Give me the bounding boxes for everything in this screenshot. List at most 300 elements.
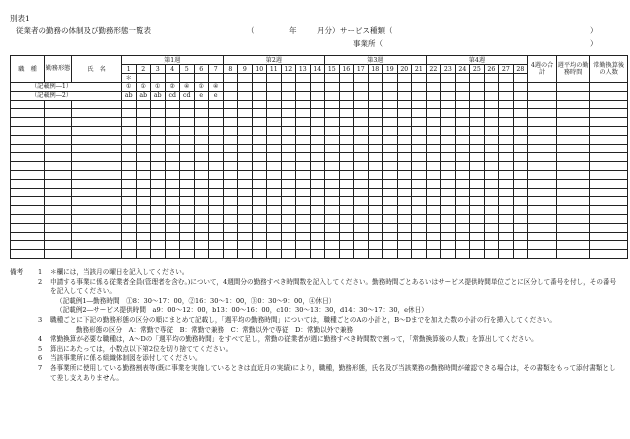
form-cell[interactable] xyxy=(45,135,72,144)
fte-cell[interactable] xyxy=(590,153,628,162)
day-cell[interactable] xyxy=(354,126,369,135)
day-cell[interactable] xyxy=(354,109,369,118)
day-cell[interactable] xyxy=(267,241,282,250)
day-cell[interactable] xyxy=(484,232,499,241)
avg-cell[interactable] xyxy=(557,188,590,197)
day-cell[interactable] xyxy=(412,144,427,153)
day-cell[interactable] xyxy=(180,153,195,162)
day-cell[interactable] xyxy=(151,100,166,109)
day-cell[interactable] xyxy=(470,206,485,215)
day-cell[interactable] xyxy=(194,223,209,232)
day-cell[interactable] xyxy=(252,241,267,250)
weekday-cell[interactable] xyxy=(397,74,412,83)
day-cell[interactable] xyxy=(383,179,398,188)
day-cell[interactable] xyxy=(470,197,485,206)
job-cell[interactable] xyxy=(11,188,45,197)
day-cell[interactable] xyxy=(136,126,151,135)
weekday-cell[interactable] xyxy=(180,74,195,83)
weekday-cell[interactable] xyxy=(499,74,514,83)
day-cell[interactable] xyxy=(136,179,151,188)
day-cell[interactable] xyxy=(368,162,383,171)
day-cell[interactable] xyxy=(426,214,441,223)
day-cell[interactable] xyxy=(151,179,166,188)
day-cell[interactable] xyxy=(122,232,137,241)
day-cell[interactable] xyxy=(180,197,195,206)
day-cell[interactable] xyxy=(397,144,412,153)
day-cell[interactable] xyxy=(238,170,253,179)
day-cell[interactable] xyxy=(441,179,456,188)
day-cell[interactable] xyxy=(136,162,151,171)
day-cell[interactable] xyxy=(354,223,369,232)
day-cell[interactable] xyxy=(455,144,470,153)
day-cell[interactable] xyxy=(325,126,340,135)
weekday-cell[interactable] xyxy=(383,74,398,83)
name-cell[interactable] xyxy=(72,109,122,118)
name-cell[interactable] xyxy=(72,214,122,223)
day-cell[interactable] xyxy=(252,214,267,223)
job-cell[interactable] xyxy=(11,241,45,250)
fte-cell[interactable] xyxy=(590,232,628,241)
day-cell[interactable] xyxy=(281,144,296,153)
day-cell[interactable] xyxy=(470,170,485,179)
day-cell[interactable] xyxy=(441,144,456,153)
form-cell[interactable] xyxy=(45,170,72,179)
day-cell[interactable] xyxy=(180,118,195,127)
day-cell[interactable] xyxy=(339,250,354,259)
day-cell[interactable] xyxy=(354,135,369,144)
day-cell[interactable] xyxy=(325,206,340,215)
day-cell[interactable] xyxy=(310,232,325,241)
form-cell[interactable] xyxy=(45,162,72,171)
day-cell[interactable] xyxy=(310,250,325,259)
day-cell[interactable] xyxy=(441,206,456,215)
day-cell[interactable] xyxy=(223,91,238,100)
day-cell[interactable] xyxy=(426,206,441,215)
day-cell[interactable] xyxy=(499,188,514,197)
day-cell[interactable] xyxy=(339,206,354,215)
day-cell[interactable] xyxy=(441,232,456,241)
day-cell[interactable] xyxy=(165,206,180,215)
day-cell[interactable] xyxy=(267,188,282,197)
day-cell[interactable] xyxy=(252,153,267,162)
day-cell[interactable] xyxy=(151,118,166,127)
day-cell[interactable] xyxy=(180,206,195,215)
day-cell[interactable] xyxy=(238,214,253,223)
day-cell[interactable] xyxy=(180,126,195,135)
day-cell[interactable] xyxy=(267,170,282,179)
weekday-cell[interactable] xyxy=(165,74,180,83)
day-cell[interactable] xyxy=(281,162,296,171)
day-cell[interactable] xyxy=(194,144,209,153)
day-cell[interactable] xyxy=(310,100,325,109)
day-cell[interactable] xyxy=(513,232,528,241)
day-cell[interactable] xyxy=(281,188,296,197)
day-cell[interactable] xyxy=(484,109,499,118)
day-cell[interactable] xyxy=(426,135,441,144)
day-cell[interactable] xyxy=(484,188,499,197)
day-cell[interactable] xyxy=(238,91,253,100)
day-cell[interactable] xyxy=(339,241,354,250)
day-cell[interactable] xyxy=(368,109,383,118)
total-cell[interactable] xyxy=(528,214,557,223)
day-cell[interactable] xyxy=(513,100,528,109)
day-cell[interactable] xyxy=(383,250,398,259)
weekday-cell[interactable] xyxy=(513,74,528,83)
day-cell[interactable] xyxy=(209,179,224,188)
weekday-cell[interactable]: ＊ xyxy=(122,74,137,83)
day-cell[interactable] xyxy=(223,206,238,215)
day-cell[interactable] xyxy=(122,188,137,197)
day-cell[interactable] xyxy=(484,206,499,215)
day-cell[interactable] xyxy=(339,162,354,171)
day-cell[interactable] xyxy=(455,153,470,162)
day-cell[interactable] xyxy=(238,188,253,197)
name-cell[interactable] xyxy=(72,144,122,153)
day-cell[interactable] xyxy=(296,126,311,135)
day-cell[interactable] xyxy=(513,91,528,100)
day-cell[interactable] xyxy=(194,197,209,206)
name-cell[interactable] xyxy=(72,170,122,179)
day-cell[interactable] xyxy=(368,91,383,100)
day-cell[interactable] xyxy=(136,135,151,144)
weekday-cell[interactable] xyxy=(426,74,441,83)
day-cell[interactable] xyxy=(165,118,180,127)
day-cell[interactable] xyxy=(136,109,151,118)
day-cell[interactable] xyxy=(238,197,253,206)
day-cell[interactable] xyxy=(238,206,253,215)
day-cell[interactable] xyxy=(209,206,224,215)
day-cell[interactable] xyxy=(383,232,398,241)
day-cell[interactable] xyxy=(499,126,514,135)
day-cell[interactable] xyxy=(180,135,195,144)
day-cell[interactable] xyxy=(122,206,137,215)
day-cell[interactable] xyxy=(325,100,340,109)
day-cell[interactable] xyxy=(339,232,354,241)
weekday-cell[interactable] xyxy=(455,74,470,83)
day-cell[interactable] xyxy=(209,232,224,241)
day-cell[interactable] xyxy=(470,83,485,92)
form-cell[interactable] xyxy=(45,100,72,109)
form-cell[interactable] xyxy=(45,232,72,241)
day-cell[interactable] xyxy=(499,250,514,259)
day-cell[interactable] xyxy=(296,162,311,171)
day-cell[interactable] xyxy=(252,91,267,100)
day-cell[interactable] xyxy=(513,197,528,206)
day-cell[interactable] xyxy=(470,214,485,223)
day-cell[interactable] xyxy=(281,241,296,250)
day-cell[interactable] xyxy=(122,153,137,162)
avg-cell[interactable] xyxy=(557,153,590,162)
day-cell[interactable] xyxy=(252,223,267,232)
day-cell[interactable] xyxy=(165,250,180,259)
day-cell[interactable] xyxy=(412,100,427,109)
day-cell[interactable] xyxy=(209,118,224,127)
day-cell[interactable] xyxy=(238,118,253,127)
day-cell[interactable] xyxy=(484,83,499,92)
day-cell[interactable] xyxy=(354,100,369,109)
day-cell[interactable] xyxy=(484,100,499,109)
day-cell[interactable] xyxy=(397,214,412,223)
day-cell[interactable] xyxy=(238,83,253,92)
day-cell[interactable] xyxy=(484,162,499,171)
fte-cell[interactable] xyxy=(590,250,628,259)
day-cell[interactable] xyxy=(455,223,470,232)
day-cell[interactable] xyxy=(310,162,325,171)
job-cell[interactable] xyxy=(11,153,45,162)
day-cell[interactable] xyxy=(426,179,441,188)
day-cell[interactable] xyxy=(513,126,528,135)
day-cell[interactable] xyxy=(165,144,180,153)
day-cell[interactable] xyxy=(209,162,224,171)
day-cell[interactable] xyxy=(412,214,427,223)
day-cell[interactable] xyxy=(165,162,180,171)
day-cell[interactable]: ① xyxy=(151,83,166,92)
weekday-cell[interactable] xyxy=(470,74,485,83)
day-cell[interactable] xyxy=(354,232,369,241)
day-cell[interactable] xyxy=(325,250,340,259)
day-cell[interactable] xyxy=(397,197,412,206)
day-cell[interactable] xyxy=(252,188,267,197)
day-cell[interactable] xyxy=(383,241,398,250)
form-cell[interactable] xyxy=(45,206,72,215)
day-cell[interactable] xyxy=(151,232,166,241)
day-cell[interactable] xyxy=(281,91,296,100)
avg-cell[interactable] xyxy=(557,162,590,171)
day-cell[interactable] xyxy=(194,250,209,259)
day-cell[interactable] xyxy=(383,206,398,215)
day-cell[interactable] xyxy=(209,188,224,197)
day-cell[interactable] xyxy=(397,188,412,197)
day-cell[interactable] xyxy=(136,214,151,223)
day-cell[interactable] xyxy=(383,135,398,144)
day-cell[interactable] xyxy=(151,197,166,206)
weekday-cell[interactable] xyxy=(354,74,369,83)
day-cell[interactable] xyxy=(441,118,456,127)
day-cell[interactable] xyxy=(441,83,456,92)
day-cell[interactable] xyxy=(252,170,267,179)
day-cell[interactable] xyxy=(296,153,311,162)
day-cell[interactable] xyxy=(513,109,528,118)
day-cell[interactable] xyxy=(252,206,267,215)
day-cell[interactable] xyxy=(267,144,282,153)
avg-cell[interactable] xyxy=(557,91,590,100)
job-cell[interactable] xyxy=(11,250,45,259)
day-cell[interactable] xyxy=(281,223,296,232)
day-cell[interactable]: e xyxy=(194,91,209,100)
day-cell[interactable] xyxy=(165,179,180,188)
day-cell[interactable] xyxy=(455,162,470,171)
fte-cell[interactable] xyxy=(590,206,628,215)
day-cell[interactable] xyxy=(455,135,470,144)
day-cell[interactable] xyxy=(267,118,282,127)
day-cell[interactable] xyxy=(296,135,311,144)
form-cell[interactable] xyxy=(45,197,72,206)
day-cell[interactable] xyxy=(368,214,383,223)
day-cell[interactable] xyxy=(339,135,354,144)
day-cell[interactable] xyxy=(281,126,296,135)
day-cell[interactable] xyxy=(238,223,253,232)
day-cell[interactable] xyxy=(136,153,151,162)
day-cell[interactable] xyxy=(383,153,398,162)
day-cell[interactable] xyxy=(267,179,282,188)
day-cell[interactable] xyxy=(325,241,340,250)
day-cell[interactable] xyxy=(339,170,354,179)
day-cell[interactable] xyxy=(151,214,166,223)
name-cell[interactable] xyxy=(72,100,122,109)
weekday-cell[interactable] xyxy=(267,74,282,83)
day-cell[interactable] xyxy=(310,135,325,144)
day-cell[interactable] xyxy=(441,153,456,162)
name-cell[interactable] xyxy=(72,241,122,250)
fte-cell[interactable] xyxy=(590,162,628,171)
day-cell[interactable] xyxy=(180,250,195,259)
day-cell[interactable] xyxy=(383,83,398,92)
day-cell[interactable] xyxy=(223,197,238,206)
day-cell[interactable] xyxy=(484,250,499,259)
day-cell[interactable] xyxy=(441,100,456,109)
total-cell[interactable] xyxy=(528,144,557,153)
total-cell[interactable] xyxy=(528,100,557,109)
day-cell[interactable] xyxy=(383,170,398,179)
day-cell[interactable] xyxy=(383,162,398,171)
day-cell[interactable] xyxy=(165,109,180,118)
day-cell[interactable] xyxy=(499,179,514,188)
day-cell[interactable] xyxy=(165,170,180,179)
day-cell[interactable] xyxy=(412,91,427,100)
day-cell[interactable] xyxy=(325,170,340,179)
day-cell[interactable] xyxy=(296,197,311,206)
day-cell[interactable] xyxy=(165,232,180,241)
day-cell[interactable] xyxy=(281,214,296,223)
day-cell[interactable] xyxy=(412,250,427,259)
day-cell[interactable] xyxy=(252,144,267,153)
day-cell[interactable] xyxy=(180,162,195,171)
day-cell[interactable] xyxy=(470,91,485,100)
day-cell[interactable] xyxy=(165,188,180,197)
day-cell[interactable] xyxy=(136,144,151,153)
day-cell[interactable] xyxy=(383,91,398,100)
day-cell[interactable] xyxy=(223,126,238,135)
day-cell[interactable] xyxy=(354,188,369,197)
day-cell[interactable] xyxy=(484,135,499,144)
day-cell[interactable] xyxy=(252,135,267,144)
day-cell[interactable] xyxy=(296,214,311,223)
day-cell[interactable] xyxy=(397,241,412,250)
day-cell[interactable] xyxy=(223,188,238,197)
day-cell[interactable] xyxy=(281,179,296,188)
day-cell[interactable] xyxy=(252,232,267,241)
day-cell[interactable] xyxy=(209,170,224,179)
name-cell[interactable] xyxy=(72,197,122,206)
total-cell[interactable] xyxy=(528,170,557,179)
day-cell[interactable] xyxy=(281,206,296,215)
day-cell[interactable]: cd xyxy=(180,91,195,100)
weekday-cell[interactable] xyxy=(484,74,499,83)
day-cell[interactable] xyxy=(397,206,412,215)
day-cell[interactable] xyxy=(194,179,209,188)
day-cell[interactable] xyxy=(339,179,354,188)
day-cell[interactable] xyxy=(383,100,398,109)
day-cell[interactable] xyxy=(296,179,311,188)
day-cell[interactable] xyxy=(136,241,151,250)
day-cell[interactable] xyxy=(426,153,441,162)
day-cell[interactable] xyxy=(267,109,282,118)
form-cell[interactable] xyxy=(45,188,72,197)
day-cell[interactable] xyxy=(499,91,514,100)
weekday-cell[interactable] xyxy=(325,74,340,83)
day-cell[interactable] xyxy=(455,170,470,179)
weekday-cell[interactable] xyxy=(136,74,151,83)
day-cell[interactable] xyxy=(194,206,209,215)
name-cell[interactable] xyxy=(72,153,122,162)
day-cell[interactable] xyxy=(238,232,253,241)
day-cell[interactable] xyxy=(252,100,267,109)
day-cell[interactable] xyxy=(426,126,441,135)
day-cell[interactable] xyxy=(426,197,441,206)
day-cell[interactable] xyxy=(165,153,180,162)
weekday-cell[interactable] xyxy=(310,74,325,83)
day-cell[interactable] xyxy=(383,126,398,135)
day-cell[interactable] xyxy=(383,109,398,118)
day-cell[interactable] xyxy=(180,170,195,179)
avg-cell[interactable] xyxy=(557,197,590,206)
day-cell[interactable] xyxy=(368,83,383,92)
day-cell[interactable] xyxy=(296,100,311,109)
day-cell[interactable] xyxy=(209,223,224,232)
day-cell[interactable] xyxy=(223,179,238,188)
day-cell[interactable] xyxy=(383,188,398,197)
day-cell[interactable] xyxy=(513,170,528,179)
form-cell[interactable] xyxy=(45,241,72,250)
day-cell[interactable] xyxy=(499,162,514,171)
day-cell[interactable]: ab xyxy=(122,91,137,100)
day-cell[interactable] xyxy=(252,250,267,259)
fte-cell[interactable] xyxy=(590,179,628,188)
day-cell[interactable] xyxy=(484,223,499,232)
job-cell[interactable] xyxy=(11,232,45,241)
day-cell[interactable] xyxy=(412,223,427,232)
day-cell[interactable] xyxy=(412,206,427,215)
day-cell[interactable] xyxy=(180,109,195,118)
day-cell[interactable] xyxy=(267,206,282,215)
day-cell[interactable] xyxy=(122,118,137,127)
day-cell[interactable] xyxy=(441,197,456,206)
day-cell[interactable] xyxy=(354,144,369,153)
day-cell[interactable] xyxy=(136,197,151,206)
day-cell[interactable] xyxy=(412,188,427,197)
day-cell[interactable] xyxy=(455,179,470,188)
day-cell[interactable] xyxy=(339,91,354,100)
day-cell[interactable] xyxy=(122,241,137,250)
total-cell[interactable] xyxy=(528,197,557,206)
day-cell[interactable] xyxy=(122,162,137,171)
day-cell[interactable] xyxy=(296,144,311,153)
day-cell[interactable]: ① xyxy=(136,83,151,92)
day-cell[interactable] xyxy=(296,118,311,127)
day-cell[interactable] xyxy=(383,197,398,206)
day-cell[interactable] xyxy=(194,100,209,109)
day-cell[interactable] xyxy=(281,153,296,162)
day-cell[interactable] xyxy=(238,162,253,171)
day-cell[interactable] xyxy=(354,162,369,171)
day-cell[interactable] xyxy=(426,223,441,232)
avg-cell[interactable] xyxy=(557,250,590,259)
day-cell[interactable] xyxy=(281,135,296,144)
day-cell[interactable] xyxy=(267,232,282,241)
job-cell[interactable] xyxy=(11,144,45,153)
day-cell[interactable] xyxy=(470,100,485,109)
weekday-cell[interactable] xyxy=(412,74,427,83)
